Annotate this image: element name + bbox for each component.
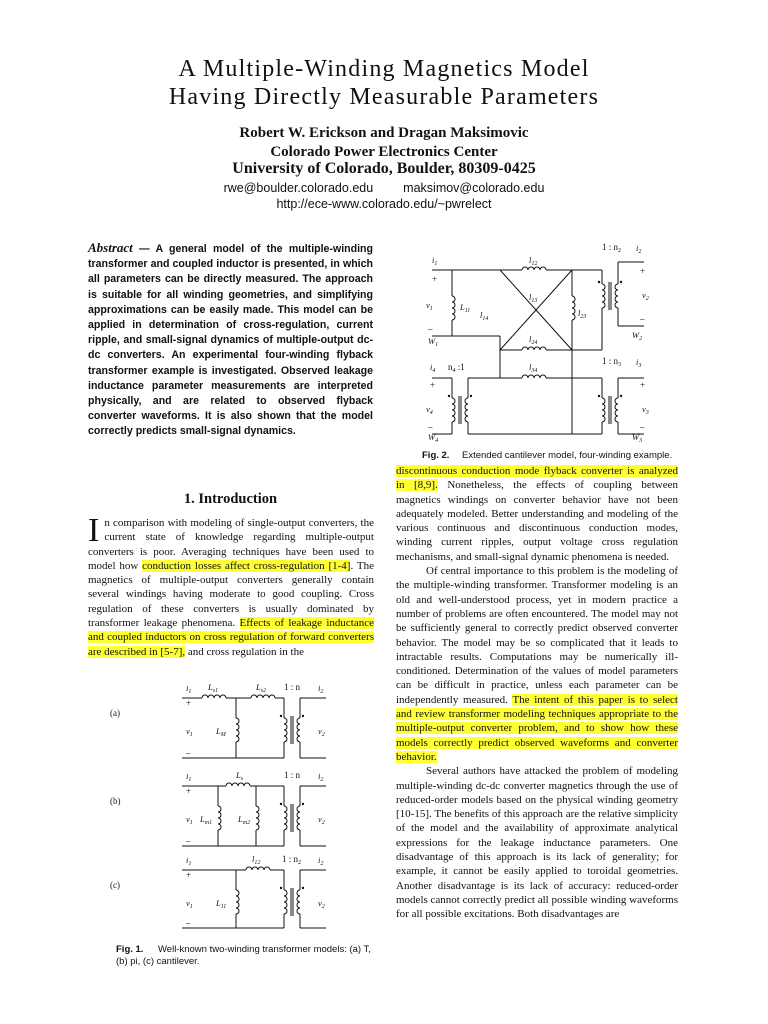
svg-text:–: – <box>640 422 645 432</box>
abstract-label: Abstract <box>88 240 133 255</box>
paper-title-line-1: A Multiple-Winding Magnetics Model <box>178 56 590 82</box>
svg-text:v1: $v_1$ <box>186 898 193 910</box>
svg-text:Ls1: $L_{s1}$ <box>208 682 219 694</box>
svg-text:l13: $l_{13}$ <box>529 292 538 304</box>
svg-text:i2: $i_2$ <box>318 683 324 695</box>
email-line <box>0 180 768 196</box>
svg-text:LM: $L_M$ <box>216 726 226 738</box>
right-column-text <box>396 464 678 922</box>
svg-text:–: – <box>428 324 433 334</box>
svg-text:v2: $v_2$ <box>318 726 325 738</box>
svg-text:–: – <box>640 314 645 324</box>
svg-text:i2: $i_2$ <box>636 243 642 255</box>
svg-text:l14: $l_{14}$ <box>480 310 489 322</box>
svg-text:+: + <box>186 698 192 708</box>
email-maksimovic[interactable]: maksimov@colorado.edu <box>403 181 545 195</box>
svg-text:v4: $v_4$ <box>426 404 433 416</box>
svg-text:1 : n2: 1 : $n_2$ <box>602 242 622 254</box>
abstract: Abstract — A general model of the multiple-winding transformer and coupled inductor is presented, in which all parameters can be directly measured. The approach is suitable for all winding geometries, and simplifying approximations can be easily made. This model can be applied in determination of cross-regulation, current ripple, and small-signal dynamics of multiple-output dc-dc converters. An experimental four-winding flyback transformer example is investigated. Observed leakage inductance parameter measurements are interpreted physically, and are related to observed flyback converter waveforms. It is also shown that the model correctly predicts small-signal dynamics. <box>88 240 373 438</box>
figure-1-label: Fig. 1. <box>116 944 144 955</box>
panel-a-label: (a) <box>110 708 120 718</box>
abstract-text: A general model of the multiple-winding transformer and coupled inductor is presented, in which all parameters can be directly measured. The approach is suitable for all winding geometries, and simplifying approximations can be easily made. This model can be applied in determination of cross-regulation, current ripple, and small-signal dynamics of multiple-output dc-dc converters. An experimental four-winding flyback transformer example is investigated. Observed leakage inductance parameter measurements are interpreted physically, and are related to observed flyback converter waveforms. It is also shown that the model correctly predicts small-signal dynamics. <box>88 243 373 438</box>
svg-text:i2: $i_2$ <box>318 771 324 783</box>
svg-text:W4: $W_4$ <box>428 432 439 443</box>
svg-text:+: + <box>640 266 646 276</box>
svg-text:v1: $v_1$ <box>186 726 193 738</box>
email-erickson[interactable]: rwe@boulder.colorado.edu <box>223 181 374 195</box>
svg-text:v2: $v_2$ <box>318 898 325 910</box>
svg-text:Ls: $L_s$ <box>236 770 244 782</box>
svg-text:i2: $i_2$ <box>318 855 324 867</box>
highlight-2: Effects of leakage inductance and coupled inductors on cross regulation of forward converters are described in [5-7], <box>88 617 374 658</box>
svg-text:i1: $i_1$ <box>432 255 438 267</box>
svg-text:v1: $v_1$ <box>426 300 433 312</box>
svg-text:v3: $v_3$ <box>642 404 649 416</box>
section-title-introduction: 1. Introduction <box>183 491 278 507</box>
svg-text:W3: $W_3$ <box>632 432 643 443</box>
affiliation-university: University of Colorado, Boulder, 80309-0425 <box>232 160 536 177</box>
svg-text:1 : n: 1 : n <box>284 770 301 780</box>
figure-1-caption: Fig. 1. Well-known two-winding transformer models: (a) T, (b) pi, (c) cantilever. <box>116 944 371 967</box>
svg-text:Lm2: $L_{m2}$ <box>238 814 251 826</box>
svg-text:W2: $W_2$ <box>632 330 643 342</box>
svg-text:l34: $l_{34}$ <box>529 362 538 374</box>
svg-text:i3: $i_3$ <box>636 357 642 369</box>
introduction-text: In comparison with modeling of single-output converters, the current state of knowledge regarding multiple-output converters is poor. Averaging techniques have been used to model how conduction losses affect cross-regulation [1-4]. The magnetics of multiple-output converters generally contain several windings having moderate to good coupling. Cross regulation of these converters is usually dominated by transformer leakage phenomena. Effects of leakage inductance and coupled inductors on cross regulation of forward converters are described in [5-7], and cross regulation in the <box>88 512 375 658</box>
authors: Robert W. Erickson and Dragan Maksimovic <box>239 125 529 141</box>
svg-text:i1: $i_1$ <box>186 771 192 783</box>
figure-2-caption: Fig. 2. Extended cantilever model, four-winding example. <box>422 450 673 461</box>
drop-cap: I <box>88 512 100 549</box>
affiliation-center: Colorado Power Electronics Center <box>270 144 498 160</box>
svg-text:L11: $L_{11}$ <box>460 302 471 314</box>
svg-text:–: – <box>186 918 191 928</box>
svg-text:l24: $l_{24}$ <box>529 334 538 346</box>
figure-1-circuits <box>106 678 356 940</box>
paragraph-2: Of central importance to this problem is the modeling of the multiple-winding transformer. Transformer modeling is an old and well-understood process, yet in modern practice a number of problems are often encountered. The model may not be sufficiently general to correctly predict observed converter behavior. The model may be so complicated that it leads to intractable results. Computations may be numerically ill-conditioned. Determination of the values of model parameters can be difficult in practice, unless each parameter can be independently measured. The intent of this paper is to select and review transformer modeling techniques appropriate to the multiple-output converter problem, and to show how these models correctly predict observed waveforms and converter behavior. <box>396 565 678 763</box>
svg-text:1 : n3: 1 : $n_3$ <box>602 356 622 368</box>
svg-text:i4: $i_4$ <box>430 362 436 374</box>
svg-text:+: + <box>432 274 438 284</box>
svg-text:v1: $v_1$ <box>186 814 193 826</box>
svg-text:Ls2: $L_{s2}$ <box>256 682 267 694</box>
svg-text:l23: $l_{23}$ <box>578 308 587 320</box>
svg-text:–: – <box>186 836 191 846</box>
svg-text:+: + <box>186 786 192 796</box>
svg-text:1 : n2: 1 : $n_2$ <box>282 854 302 866</box>
figure-2-circuit <box>412 238 662 443</box>
figure-2-label: Fig. 2. <box>422 450 450 461</box>
svg-text:l12: $l_{12}$ <box>252 854 261 866</box>
svg-text:v2: $v_2$ <box>642 290 649 302</box>
panel-b-label: (b) <box>110 796 121 806</box>
svg-text:L11: $L_{11}$ <box>216 898 227 910</box>
paragraph-1: discontinuous conduction mode flyback converter is analyzed in [8,9]. Nonetheless, the effects of coupling between magnetics windings on converter behavior have not been adequately modeled. Better understanding and modeling of the various continuous and discontinuous conduction modes, winding current ripples, output voltage cross regulation mechanisms, and small-signal dynamic phenomena is needed. <box>396 465 679 563</box>
svg-text:+: + <box>186 870 192 880</box>
website-link[interactable]: http://ece-www.colorado.edu/~pwrelect <box>276 197 492 211</box>
svg-text:n4 :1: $n_4$ :1 <box>448 362 465 374</box>
svg-text:+: + <box>640 380 646 390</box>
svg-text:–: – <box>186 748 191 758</box>
highlight-1: conduction losses affect cross-regulation [1-4] <box>142 559 351 572</box>
paragraph-3: Several authors have attacked the problem of modeling multiple-winding dc-dc converter magnetics through the use of reduced-order models based on the physical winding geometry [10-15]. The benefits of this approach are the relative simplicity of the model and the availability of approximate analytical expressions for the leakage inductance parameters. One disadvantage of this approach is its lack of generality; for example, it cannot be easily applied to toroidal geometries. Another disadvantage is its lack of accuracy: reduced-order models cannot correctly predict all possible winding waveforms for all possible excitations. Both disadvantages are <box>396 765 678 921</box>
highlight-3: discontinuous conduction mode flyback converter is analyzed in [8,9]. <box>396 465 678 492</box>
svg-text:i1: $i_1$ <box>186 683 192 695</box>
svg-text:+: + <box>430 380 436 390</box>
panel-c-label: (c) <box>110 880 120 890</box>
svg-text:v2: $v_2$ <box>318 814 325 826</box>
highlight-4: The intent of this paper is to select and review transformer modeling techniques appropriate to the multiple-output converter problem, and to show how these models correctly predict observed waveforms and converter behavior. <box>396 693 678 763</box>
svg-text:–: – <box>428 422 433 432</box>
svg-text:Lm1: $L_{m1}$ <box>200 814 213 826</box>
svg-text:1 : n: 1 : n <box>284 682 301 692</box>
svg-text:W1: $W_1$ <box>428 336 439 348</box>
paper-title-line-2: Having Directly Measurable Parameters <box>168 84 600 110</box>
svg-text:l12: $l_{12}$ <box>529 255 538 267</box>
svg-text:i1: $i_1$ <box>186 855 192 867</box>
